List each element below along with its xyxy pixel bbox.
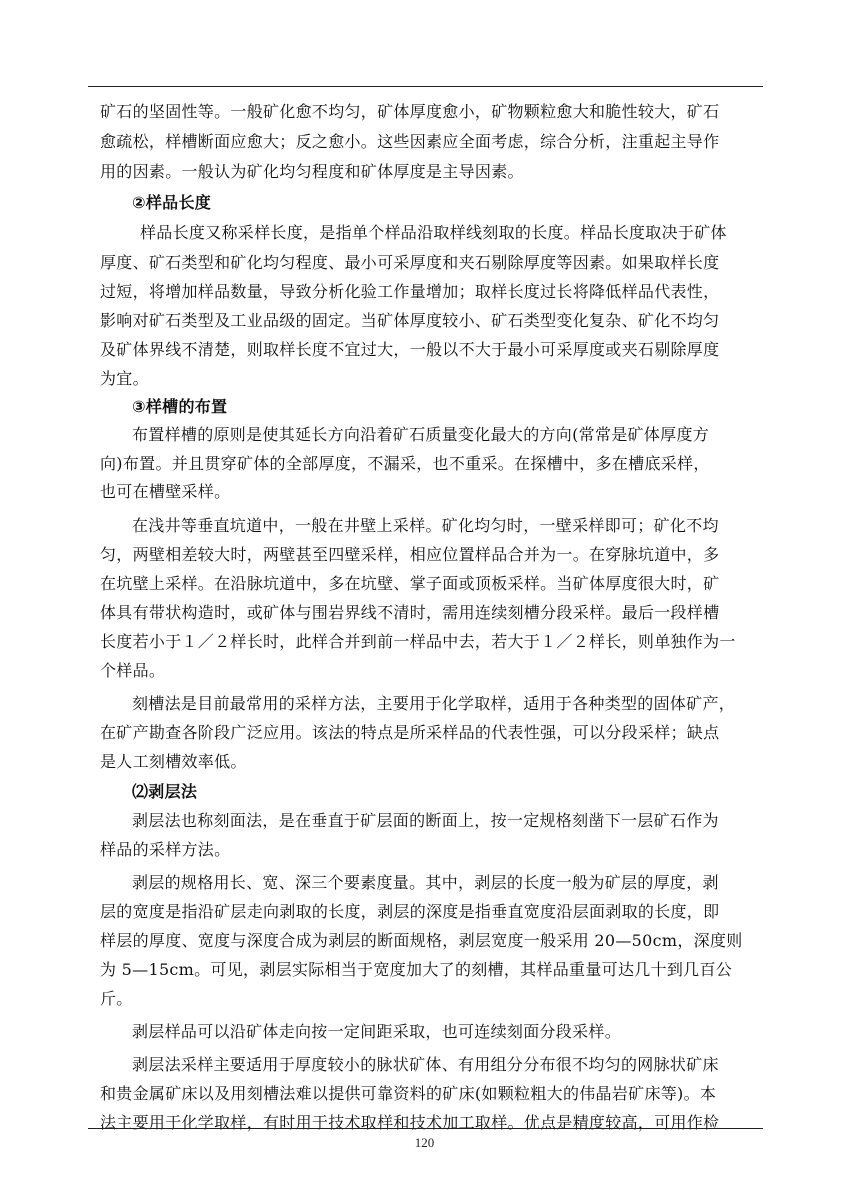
- text-line: 在矿产勘查各阶段广泛应用。该法的特点是所采样品的代表性强，可以分段采样；缺点: [100, 723, 720, 742]
- text-line: 个样品。: [100, 661, 166, 680]
- text-line: 剥层法也称刻面法，是在垂直于矿层面的断面上，按一定规格刻凿下一层矿石作为: [132, 811, 719, 830]
- text-line: 为宜。: [100, 369, 149, 388]
- text-line: 样层的厚度、宽度与深度合成为剥层的断面规格，剥层宽度一般采用 20—50cm，深度则: [100, 931, 743, 950]
- text-line: 剥层的规格用长、宽、深三个要素度量。其中，剥层的长度一般为矿层的厚度，剥: [132, 873, 719, 892]
- text-line: 为 5—15cm。可见，剥层实际相当于宽度加大了的刻槽，其样品重量可达几十到几百公: [100, 960, 733, 979]
- footer-rule: [88, 1128, 763, 1129]
- text-line: 影响对矿石类型及工业品级的固定。当矿体厚度较小、矿石类型变化复杂、矿化不均匀: [100, 311, 720, 330]
- section-heading: ⑵剥层法: [132, 782, 198, 801]
- text-line: 用的因素。一般认为矿化均匀程度和矿体厚度是主导因素。: [100, 162, 524, 181]
- text-line: 剥层样品可以沿矿体走向按一定间距采取，也可连续刻面分段采样。: [132, 1022, 622, 1041]
- section-heading: ③样槽的布置: [132, 397, 228, 416]
- text-line: 样品长度又称采样长度，是指单个样品沿取样线刻取的长度。样品长度取决于矿体: [140, 223, 727, 242]
- text-line: 矿石的坚固性等。一般矿化愈不均匀，矿体厚度愈小，矿物颗粒愈大和脆性较大，矿石: [100, 102, 720, 121]
- text-line: 法主要用于化学取样，有时用于技术取样和技术加工取样。优点是精度较高，可用作检: [100, 1113, 720, 1132]
- page-number: 120: [414, 1135, 435, 1150]
- text-line: 长度若小于１／２样长时，此样合并到前一样品中去，若大于１／２样长，则单独作为一: [100, 632, 736, 651]
- text-line: 剥层法采样主要适用于厚度较小的脉状矿体、有用组分分布很不均匀的网脉状矿床: [132, 1055, 719, 1074]
- text-line: 愈疏松，样槽断面应愈大；反之愈小。这些因素应全面考虑，综合分析，注重起主导作: [100, 132, 720, 151]
- text-line: 层的宽度是指沿矿层走向剥取的长度，剥层的深度是指垂直宽度沿层面剥取的长度，即: [100, 902, 720, 921]
- text-line: 匀，两壁相差较大时，两壁甚至四壁采样，相应位置样品合并为一。在穿脉坑道中，多: [100, 545, 720, 564]
- text-line: 在浅井等垂直坑道中，一般在井壁上采样。矿化均匀时，一壁采样即可；矿化不均: [132, 516, 719, 535]
- text-line: 及矿体界线不清楚，则取样长度不宜过大，一般以不大于最小可采厚度或夹石剔除厚度: [100, 340, 720, 359]
- text-line: 也可在槽壁采样。: [100, 482, 231, 501]
- text-line: 布置样槽的原则是使其延长方向沿着矿石质量变化最大的方向(常常是矿体厚度方: [132, 425, 710, 444]
- text-line: 向)布置。并且贯穿矿体的全部厚度，不漏采，也不重采。在探槽中，多在槽底采样，: [100, 454, 710, 473]
- text-line: 斤。: [100, 989, 133, 1008]
- text-line: 厚度、矿石类型和矿化均匀程度、最小可采厚度和夹石剔除厚度等因素。如果取样长度: [100, 253, 720, 272]
- section-heading: ②样品长度: [132, 193, 212, 212]
- text-line: 过短，将增加样品数量，导致分析化验工作量增加；取样长度过长将降低样品代表性，: [100, 282, 720, 301]
- text-line: 体具有带状构造时，或矿体与围岩界线不清时，需用连续刻槽分段采样。最后一段样槽: [100, 603, 720, 622]
- text-line: 在坑壁上采样。在沿脉坑道中，多在坑壁、掌子面或顶板采样。当矿体厚度很大时，矿: [100, 574, 720, 593]
- text-line: 和贵金属矿床以及用刻槽法难以提供可靠资料的矿床(如颗粒粗大的伟晶岩矿床等)。本: [100, 1084, 717, 1103]
- text-line: 是人工刻槽效率低。: [100, 752, 247, 771]
- header-rule: [88, 86, 763, 87]
- text-line: 刻槽法是目前最常用的采样方法，主要用于化学取样，适用于各种类型的固体矿产，: [132, 694, 736, 713]
- text-line: 样品的采样方法。: [100, 840, 231, 859]
